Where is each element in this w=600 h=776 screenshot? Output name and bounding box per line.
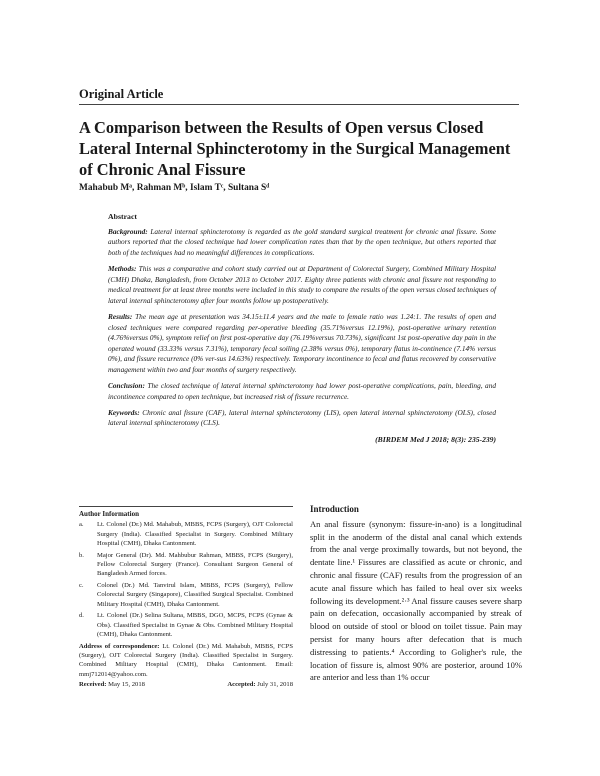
header-rule [79,104,519,105]
abstract-results [108,312,496,376]
received-label: Received: [79,681,107,689]
article-dates [79,680,293,689]
affiliation-item [79,520,293,548]
introduction-section [310,503,522,684]
results-text: The mean age at presentation was 34.15±11.4 years and the male to female ratio was 1.24:1. The results of open and closed techniques were compared regarding per-operative bleeding (35.71%versus 12.19%), post-operative urinary retention (4.76%versus 0%), symptom relief on first post-operative day (76.19%versus 70.73%), significant 1st post-operative day pain in the operated wound (33.33% versus 7.31%), temporary fecal soiling (2.38% versus 0%), temporary flatus in-continence (7.14% versus 0%), and fissure recurrence (0% ver-sus 14.63%) respectively. Temporary incontinence to fecal and flatus recovered by conservative management within two and four months of surgery respectively. [108,311,496,374]
accepted-date [227,680,293,689]
affiliation-marker: b. [79,551,84,559]
affiliation-marker: d. [79,612,84,620]
methods-text: This was a comparative and cohort study carried out at Department of Colorectal Surgery, Combined Military Hospital (CMH) Dhaka, Bangladesh, from October 2013 to October 2017. Eighty three patients with chronic anal fissure not responding to medical treatment for at least three months were included in this study to compare the results of the open versus closed techniques of lateral internal sphincterotomy after four months follow up postoperatively. [108,263,496,305]
affiliation-text: Colonel (Dr.) Md. Tanvirul Islam, MBBS, FCPS (Surgery), Fellow Colorectal Surgery (Singapore), Classified Surgical Specialist. Combined Military Hospital (CMH), Dhaka Cantonment. [97,582,293,608]
abstract-background [108,227,496,259]
conclusion-text: The closed technique of lateral internal sphincterotomy had lower post-operative complications, pain, bleeding, and incontinence compared to open technique, but increased risk of fissure recurrence. [108,381,496,401]
received-date [79,680,145,689]
author-info-heading: Author Information [79,510,139,518]
affiliation-item [79,581,293,609]
keywords-label: Keywords: [108,407,140,417]
results-label: Results: [108,311,133,321]
author-information [79,506,293,689]
correspondence-address [79,642,293,679]
author-info-rule [79,506,293,507]
keywords-text: Chronic anal fissure (CAF), lateral internal sphincterotomy (LIS), open lateral internal sphincterotomy (OLS), closed lateral internal sphincterotomy (CLS). [108,407,496,428]
affiliation-marker: a. [79,521,84,529]
affiliation-text: Major General (Dr). Md. Mahbubur Rahman, MBBS, FCPS (Surgery), Fellow Colorectal Surgery (France). Consultant Surgeon General of Bangladesh Armed forces. [97,551,293,578]
introduction-heading: Introduction [310,504,359,514]
introduction-paragraph: An anal fissure (synonym: fissure-in-ano) is a longitudinal split in the anoderm of the distal anal canal which extends from the anal verge proximally towards, but not beyond, the dentate line.¹ Fissures are classified as acute or chronic, and chronic anal fissure (CAF) results from the progression of an acute anal fissure which has failed to heal over six weeks following its development.²·³ Anal fissure causes severe sharp pain on defecation, occasionally accompanied by streak of blood on outside of stool or blood on toilet tissue. Pain may persist for many hours after defecation that is much distressing to patients.⁴ According to Goligher's rule, the location of fissure is, almost 90% are posterior, around 10% are anterior and less than 1% occur [310,518,522,683]
affiliation-text: Lt. Colonel (Dr.) Md. Mahabub, MBBS, FCPS (Surgery), OJT Colorectal Surgery (India). Classified Specialist in Surgery. Combined Military Hospital (CMH), Dhaka Cantonment. [97,521,293,547]
section-label: Original Article [79,87,164,101]
conclusion-label: Conclusion: [108,381,145,391]
journal-citation: (BIRDEM Med J 2018; 8(3): 235-239) [375,434,496,444]
article-title: A Comparison between the Results of Open versus Closed Lateral Internal Sphincterotomy in the Surgical Management of Chronic Anal Fissure [79,118,511,179]
affiliation-marker: c. [79,582,84,590]
abstract-keywords [108,408,496,429]
methods-label: Methods: [108,263,137,273]
address-label: Address of correspondence: [79,642,160,650]
accepted-value: July 31, 2018 [255,681,293,689]
affiliation-item [79,611,293,639]
background-label: Background: [108,226,148,236]
background-text: Lateral internal sphincterotomy is regarded as the gold standard surgical treatment for chronic anal fissure. Some authors reported that the closed technique had lower complication rates than that by the open technique, but others reported that both of the techniques had no meaningful differences in complications. [108,226,496,257]
affiliation-text: Lt. Colonel (Dr.) Selina Sultana, MBBS, DGO, MCPS, FCPS (Gynae & Obs). Classified Specialist in Gynae & Obs. Combined Military Hospital (CMH), Dhaka Cantonment. [97,612,293,639]
abstract-methods [108,264,496,306]
author-list: Mahabub Mᵃ, Rahman Mᵇ, Islam Tᶜ, Sultana Sᵈ [79,183,270,193]
abstract-heading: Abstract [108,212,138,221]
received-value: May 15, 2018 [106,681,145,689]
abstract-conclusion [108,381,496,402]
affiliation-item [79,551,293,579]
accepted-label: Accepted: [227,681,256,689]
address-text: Lt. Colonel (Dr.) Md. Mahabub, MBBS, FCPS (Surgery), OJT Colorectal Surgery (India). Classified Specialist in Surgery. Combined Military Hospital (CMH), Dhaka Cantonment. Email: mmj712014@yahoo.com. [79,642,293,678]
abstract-block [108,212,496,445]
